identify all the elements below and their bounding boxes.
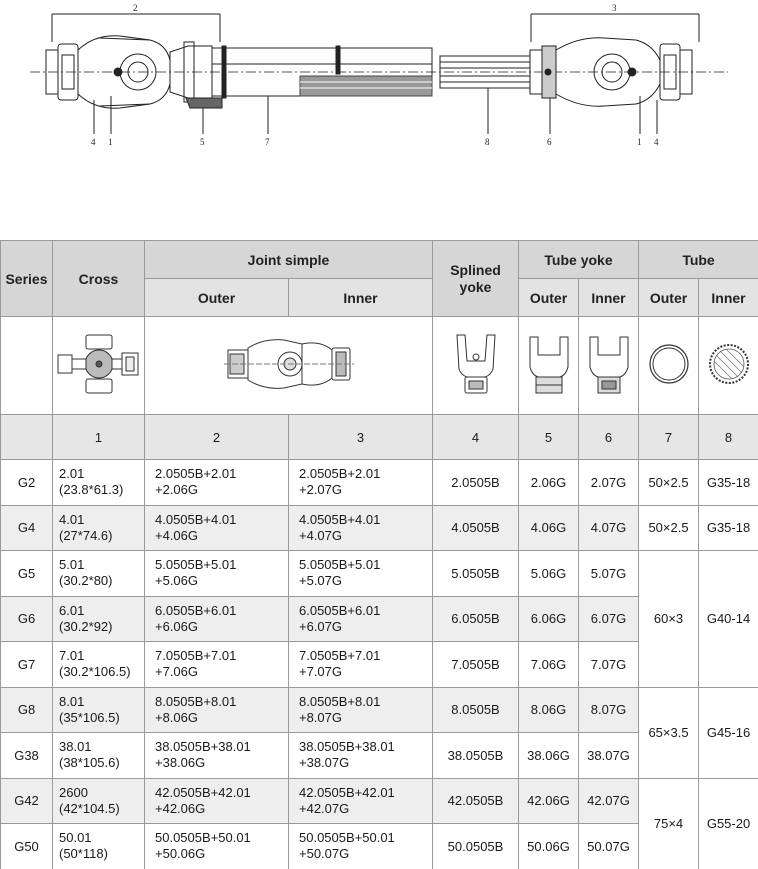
- part-number: 2: [145, 415, 289, 460]
- tube-yoke-inner-cell: 38.07G: [579, 733, 639, 779]
- header-tube-yoke: Tube yoke: [519, 241, 639, 279]
- tube-yoke-outer-cell: 42.06G: [519, 778, 579, 824]
- cross-part-icon: [56, 333, 142, 395]
- callout-4-right: 4: [654, 137, 659, 147]
- part-number: 4: [433, 415, 519, 460]
- callout-7: 7: [265, 137, 270, 147]
- tube-inner-cell: G55-20: [699, 778, 758, 869]
- tube-yoke-outer-cell: 6.06G: [519, 596, 579, 642]
- splined-yoke-cell: 50.0505B: [433, 824, 519, 869]
- tube-outer-cell: 75×4: [639, 778, 699, 869]
- part-number: 8: [699, 415, 758, 460]
- part-number: 7: [639, 415, 699, 460]
- part-number: 6: [579, 415, 639, 460]
- joint-outer-cell: 4.0505B+4.01 +4.06G: [145, 505, 289, 551]
- tube-yoke-inner-cell: 6.07G: [579, 596, 639, 642]
- cross-cell: 4.01 (27*74.6): [53, 505, 145, 551]
- splined-yoke-cell: 7.0505B: [433, 642, 519, 688]
- joint-outer-cell: 7.0505B+7.01 +7.06G: [145, 642, 289, 688]
- cross-cell: 38.01 (38*105.6): [53, 733, 145, 779]
- cross-cell: 8.01 (35*106.5): [53, 687, 145, 733]
- joint-part-icon: [224, 334, 354, 394]
- series-cell: G7: [1, 642, 53, 688]
- splined-yoke-cell: 4.0505B: [433, 505, 519, 551]
- tube-outer-cell: 50×2.5: [639, 505, 699, 551]
- tube-outer-cell: 60×3: [639, 551, 699, 688]
- callout-3: 3: [612, 3, 617, 13]
- tube-yoke-outer-cell: 4.06G: [519, 505, 579, 551]
- series-cell: G5: [1, 551, 53, 597]
- part-number: 1: [53, 415, 145, 460]
- tube-yoke-outer-cell: 7.06G: [519, 642, 579, 688]
- tube-outer-image: [639, 317, 699, 415]
- callout-2: 2: [133, 3, 138, 13]
- header-tube-yoke-inner: Inner: [579, 279, 639, 317]
- tube-yoke-inner-cell: 50.07G: [579, 824, 639, 869]
- header-tube-outer: Outer: [639, 279, 699, 317]
- joint-inner-cell: 7.0505B+7.01 +7.07G: [289, 642, 433, 688]
- callout-6: 6: [547, 137, 552, 147]
- joint-simple-image: [145, 317, 433, 415]
- part-number: 5: [519, 415, 579, 460]
- callout-1-left: 1: [108, 137, 113, 147]
- callout-4-left: 4: [91, 137, 96, 147]
- tube-yoke-inner-image: [579, 317, 639, 415]
- tube-inner-image: [699, 317, 758, 415]
- callout-5: 5: [200, 137, 205, 147]
- joint-outer-cell: 42.0505B+42.01 +42.06G: [145, 778, 289, 824]
- header-tube-yoke-outer: Outer: [519, 279, 579, 317]
- splined-yoke-cell: 42.0505B: [433, 778, 519, 824]
- shaft-assembly-drawing: [0, 0, 758, 240]
- tube-yoke-outer-cell: 8.06G: [519, 687, 579, 733]
- joint-outer-cell: 5.0505B+5.01 +5.06G: [145, 551, 289, 597]
- tube-yoke-inner-icon: [586, 331, 632, 397]
- cross-cell: 2.01 (23.8*61.3): [53, 460, 145, 506]
- header-cross: Cross: [53, 241, 145, 317]
- series-cell: G38: [1, 733, 53, 779]
- splined-yoke-cell: 2.0505B: [433, 460, 519, 506]
- cross-cell: 5.01 (30.2*80): [53, 551, 145, 597]
- joint-inner-cell: 38.0505B+38.01 +38.07G: [289, 733, 433, 779]
- series-cell: G42: [1, 778, 53, 824]
- splined-tube-icon: [706, 341, 752, 387]
- cross-cell: 7.01 (30.2*106.5): [53, 642, 145, 688]
- tube-outer-cell: 50×2.5: [639, 460, 699, 506]
- callout-labels: [0, 0, 758, 240]
- joint-outer-cell: 2.0505B+2.01 +2.06G: [145, 460, 289, 506]
- joint-inner-cell: 2.0505B+2.01 +2.07G: [289, 460, 433, 506]
- callout-8: 8: [485, 137, 490, 147]
- header-joint-simple: Joint simple: [145, 241, 433, 279]
- header-tube-inner: Inner: [699, 279, 758, 317]
- joint-inner-cell: 42.0505B+42.01 +42.07G: [289, 778, 433, 824]
- tube-yoke-outer-cell: 38.06G: [519, 733, 579, 779]
- cross-image: [53, 317, 145, 415]
- joint-outer-cell: 38.0505B+38.01 +38.06G: [145, 733, 289, 779]
- tube-yoke-inner-cell: 5.07G: [579, 551, 639, 597]
- tube-inner-cell: G35-18: [699, 460, 758, 506]
- tube-ring-icon: [646, 341, 692, 387]
- tube-yoke-outer-icon: [526, 331, 572, 397]
- splined-yoke-image: [433, 317, 519, 415]
- tube-yoke-inner-cell: 7.07G: [579, 642, 639, 688]
- joint-inner-cell: 6.0505B+6.01 +6.07G: [289, 596, 433, 642]
- cross-cell: 6.01 (30.2*92): [53, 596, 145, 642]
- tube-yoke-inner-cell: 42.07G: [579, 778, 639, 824]
- tube-yoke-outer-cell: 2.06G: [519, 460, 579, 506]
- joint-outer-cell: 50.0505B+50.01 +50.06G: [145, 824, 289, 869]
- series-cell: G50: [1, 824, 53, 869]
- tube-outer-cell: 65×3.5: [639, 687, 699, 778]
- joint-outer-cell: 8.0505B+8.01 +8.06G: [145, 687, 289, 733]
- joint-inner-cell: 5.0505B+5.01 +5.07G: [289, 551, 433, 597]
- tube-yoke-outer-cell: 50.06G: [519, 824, 579, 869]
- spec-table: [0, 240, 758, 869]
- part-number: 3: [289, 415, 433, 460]
- header-series: Series: [1, 241, 53, 317]
- cross-cell: 50.01 (50*118): [53, 824, 145, 869]
- callout-1-right: 1: [637, 137, 642, 147]
- series-cell: G2: [1, 460, 53, 506]
- header-splined-yoke: Splined yoke: [433, 241, 519, 317]
- tube-inner-cell: G45-16: [699, 687, 758, 778]
- tube-yoke-outer-image: [519, 317, 579, 415]
- splined-yoke-cell: 8.0505B: [433, 687, 519, 733]
- series-cell: G4: [1, 505, 53, 551]
- splined-yoke-cell: 6.0505B: [433, 596, 519, 642]
- table-row: [1, 460, 758, 506]
- table-row: [1, 551, 758, 597]
- tube-yoke-outer-cell: 5.06G: [519, 551, 579, 597]
- tube-inner-cell: G35-18: [699, 505, 758, 551]
- header-tube: Tube: [639, 241, 758, 279]
- table-row: [1, 687, 758, 733]
- header-joint-inner: Inner: [289, 279, 433, 317]
- table-row: [1, 778, 758, 824]
- joint-inner-cell: 8.0505B+8.01 +8.07G: [289, 687, 433, 733]
- splined-yoke-cell: 5.0505B: [433, 551, 519, 597]
- joint-outer-cell: 6.0505B+6.01 +6.06G: [145, 596, 289, 642]
- series-cell: G6: [1, 596, 53, 642]
- tube-yoke-inner-cell: 4.07G: [579, 505, 639, 551]
- tube-yoke-inner-cell: 2.07G: [579, 460, 639, 506]
- joint-inner-cell: 4.0505B+4.01 +4.07G: [289, 505, 433, 551]
- splined-yoke-cell: 38.0505B: [433, 733, 519, 779]
- series-cell: G8: [1, 687, 53, 733]
- cross-cell: 2600 (42*104.5): [53, 778, 145, 824]
- joint-inner-cell: 50.0505B+50.01 +50.07G: [289, 824, 433, 869]
- num-empty: [1, 415, 53, 460]
- table-row: [1, 505, 758, 551]
- header-joint-outer: Outer: [145, 279, 289, 317]
- splined-yoke-icon: [451, 331, 501, 397]
- tube-inner-cell: G40-14: [699, 551, 758, 688]
- tube-yoke-inner-cell: 8.07G: [579, 687, 639, 733]
- pic-empty: [1, 317, 53, 415]
